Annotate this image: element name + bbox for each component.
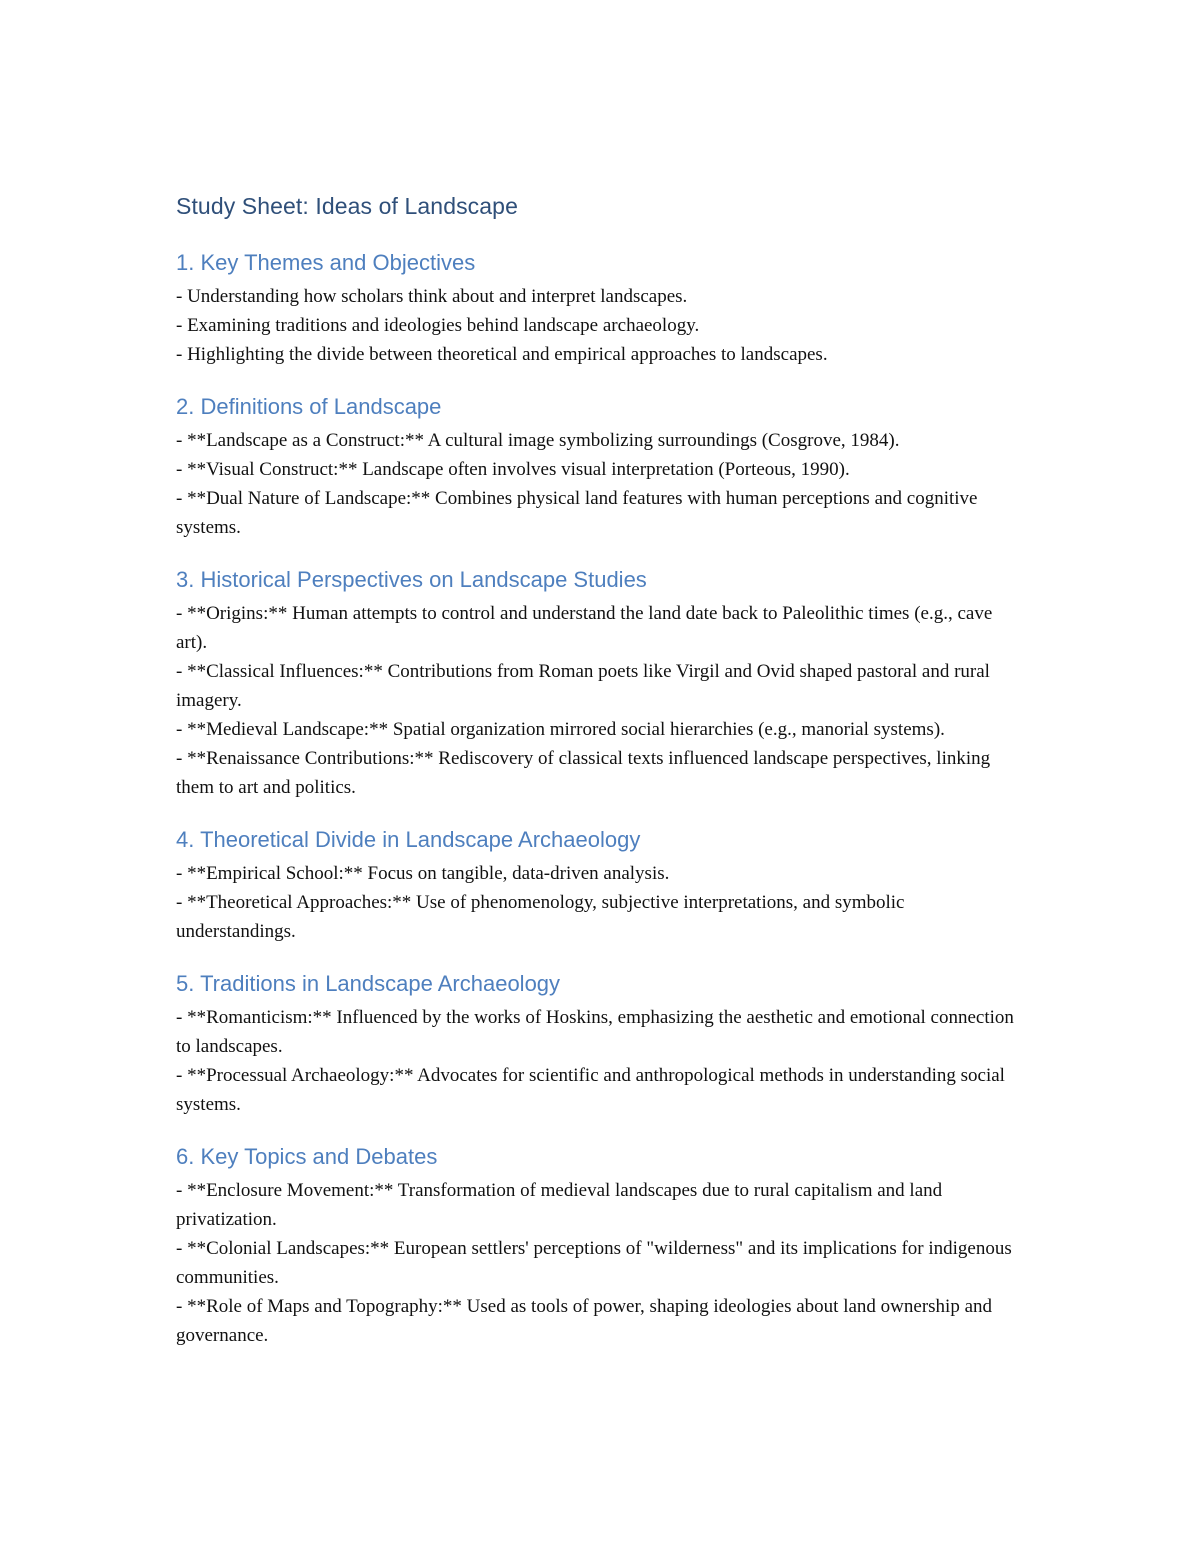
section-theoretical-divide [176, 825, 1026, 946]
section-heading: 6. Key Topics and Debates [176, 1144, 438, 1169]
list-item: - **Medieval Landscape:** Spatial organization mirrored social hierarchies (e.g., manorial systems). [176, 719, 945, 740]
list-item: - **Visual Construct:** Landscape often involves visual interpretation (Porteous, 1990). [176, 459, 850, 480]
section-heading: 2. Definitions of Landscape [176, 394, 442, 419]
list-item: - **Origins:** Human attempts to control and understand the land date back to Paleolithic times (e.g., cave art). [176, 603, 993, 653]
section-heading: 5. Traditions in Landscape Archaeology [176, 971, 561, 996]
list-item: - Highlighting the divide between theoretical and empirical approaches to landscapes. [176, 344, 828, 365]
page-title: Study Sheet: Ideas of Landscape [176, 193, 518, 219]
section-heading: 4. Theoretical Divide in Landscape Archaeology [176, 827, 641, 852]
list-item: - Examining traditions and ideologies behind landscape archaeology. [176, 315, 700, 336]
section-key-topics [176, 1142, 1026, 1350]
list-item: - **Classical Influences:** Contributions from Roman poets like Virgil and Ovid shaped pastoral and rural imagery. [176, 661, 990, 711]
list-item: - **Landscape as a Construct:** A cultural image symbolizing surroundings (Cosgrove, 1984). [176, 430, 900, 451]
section-definitions [176, 392, 1026, 542]
section-traditions [176, 969, 1026, 1119]
document-body [176, 190, 1026, 1373]
section-heading: 1. Key Themes and Objectives [176, 250, 476, 275]
list-item: - **Dual Nature of Landscape:** Combines physical land features with human perceptions and cognitive systems. [176, 488, 978, 538]
list-item: - Understanding how scholars think about and interpret landscapes. [176, 286, 688, 307]
list-item: - **Empirical School:** Focus on tangible, data-driven analysis. [176, 863, 670, 884]
list-item: - **Colonial Landscapes:** European settlers' perceptions of "wilderness" and its implications for indigenous communities. [176, 1238, 1012, 1288]
list-item: - **Enclosure Movement:** Transformation of medieval landscapes due to rural capitalism and land privatization. [176, 1180, 943, 1230]
section-historical-perspectives [176, 565, 1026, 802]
list-item: - **Renaissance Contributions:** Rediscovery of classical texts influenced landscape perspectives, linking them to art and politics. [176, 748, 991, 798]
list-item: - **Role of Maps and Topography:** Used as tools of power, shaping ideologies about land ownership and governance. [176, 1296, 993, 1346]
list-item: - **Processual Archaeology:** Advocates for scientific and anthropological methods in understanding social systems. [176, 1065, 1005, 1115]
list-item: - **Theoretical Approaches:** Use of phenomenology, subjective interpretations, and symbolic understandings. [176, 892, 905, 942]
section-key-themes [176, 248, 1026, 369]
list-item: - **Romanticism:** Influenced by the works of Hoskins, emphasizing the aesthetic and emotional connection to landscapes. [176, 1007, 1014, 1057]
section-heading: 3. Historical Perspectives on Landscape Studies [176, 567, 647, 592]
